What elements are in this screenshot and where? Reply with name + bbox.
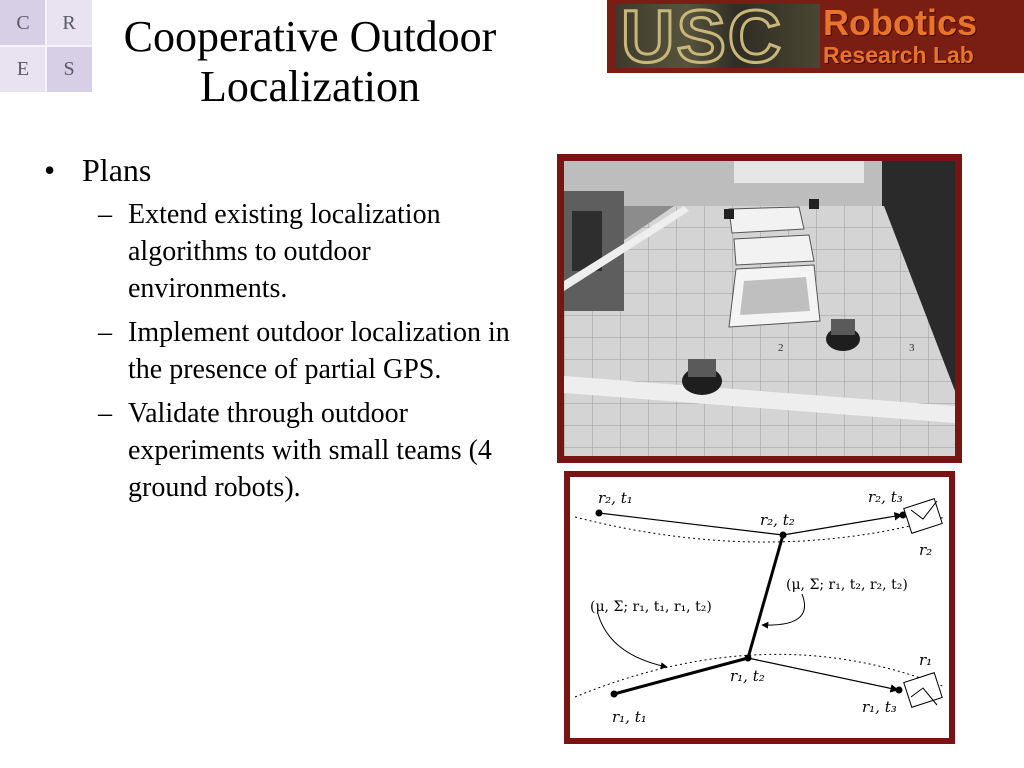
robot — [826, 319, 860, 351]
robot-r1-icon — [904, 673, 942, 708]
arena-box-obstacle — [734, 235, 814, 265]
localization-diagram — [564, 471, 955, 744]
sub-bullet-text: Implement outdoor localization in the presence of partial GPS. — [128, 317, 510, 385]
edge-r1-t1-t2 — [614, 658, 748, 694]
slide-title — [90, 12, 530, 112]
edge-r2-t2-t3 — [783, 515, 902, 535]
dash-mark: – — [98, 398, 112, 429]
arena-box-obstacle — [729, 207, 804, 233]
slide-title-line-1: Cooperative Outdoor — [123, 12, 497, 61]
robot-r2-icon — [904, 499, 942, 534]
node-r2-t1 — [596, 510, 603, 517]
node-r1-t2 — [745, 655, 752, 662]
research-lab-logo-text: Research Lab — [823, 42, 974, 68]
cres-logo-letter-e: E — [0, 46, 46, 92]
cres-logo-divider — [0, 45, 92, 47]
label-r1-t1: r₁, t₁ — [612, 708, 647, 726]
annotation-arrow-right — [762, 594, 805, 625]
edge-r2-t1-t2 — [599, 513, 783, 535]
label-r2-t1: r₂, t₁ — [598, 489, 633, 507]
annotation-right: (μ, Σ; r₁, t₂, r₂, t₂) — [786, 577, 908, 593]
dash-mark: – — [98, 317, 112, 348]
sub-bullet-list — [44, 196, 524, 506]
bullet-text: Plans — [82, 152, 152, 188]
node-r1-t3 — [896, 687, 903, 694]
cres-logo-letter-s: S — [46, 46, 92, 92]
sub-bullet-text: Extend existing localization algorithms to outdoor environments. — [128, 199, 441, 304]
usc-robotics-logo — [607, 0, 1024, 73]
bullet-mark: • — [44, 152, 56, 188]
robot — [682, 359, 722, 395]
sub-bullet-text: Validate through outdoor experiments with small teams (4 ground robots). — [128, 398, 492, 503]
slide-title-line-2: Localization — [200, 62, 420, 111]
label-r2-t2: r₂, t₂ — [760, 511, 795, 529]
bullet-item — [44, 150, 524, 190]
sub-bullet-item — [44, 314, 524, 388]
floor-mark: 2 — [778, 342, 784, 354]
usc-logo-text: USC — [621, 0, 784, 73]
node-r2-t2 — [780, 532, 787, 539]
cres-logo — [0, 0, 92, 92]
edge-r1-t2-t3 — [748, 658, 898, 690]
bullet-list — [44, 150, 524, 513]
annotation-arrow-left — [598, 614, 667, 667]
edge-observation — [748, 535, 783, 658]
annotation-left: (μ, Σ; r₁, t₁, r₁, t₂) — [590, 599, 712, 615]
localization-diagram-figure — [570, 477, 949, 738]
robot-arena-photo-image — [564, 161, 955, 456]
label-r2: r₂ — [919, 541, 933, 559]
sub-bullet-item — [44, 395, 524, 506]
node-r1-t1 — [611, 691, 618, 698]
floor-mark: 3 — [909, 342, 915, 354]
robot-arena-photo — [557, 154, 962, 463]
label-r2-t3: r₂, t₃ — [868, 488, 903, 506]
label-r1-t2: r₁, t₂ — [730, 667, 765, 685]
dash-mark: – — [98, 199, 112, 230]
sub-bullet-item — [44, 196, 524, 307]
cres-logo-letter-r: R — [46, 0, 92, 46]
label-r1: r₁ — [919, 651, 933, 669]
robotics-logo-text: Robotics — [823, 2, 978, 43]
cres-logo-letter-c: C — [0, 0, 46, 46]
label-r1-t3: r₁, t₃ — [862, 698, 897, 716]
